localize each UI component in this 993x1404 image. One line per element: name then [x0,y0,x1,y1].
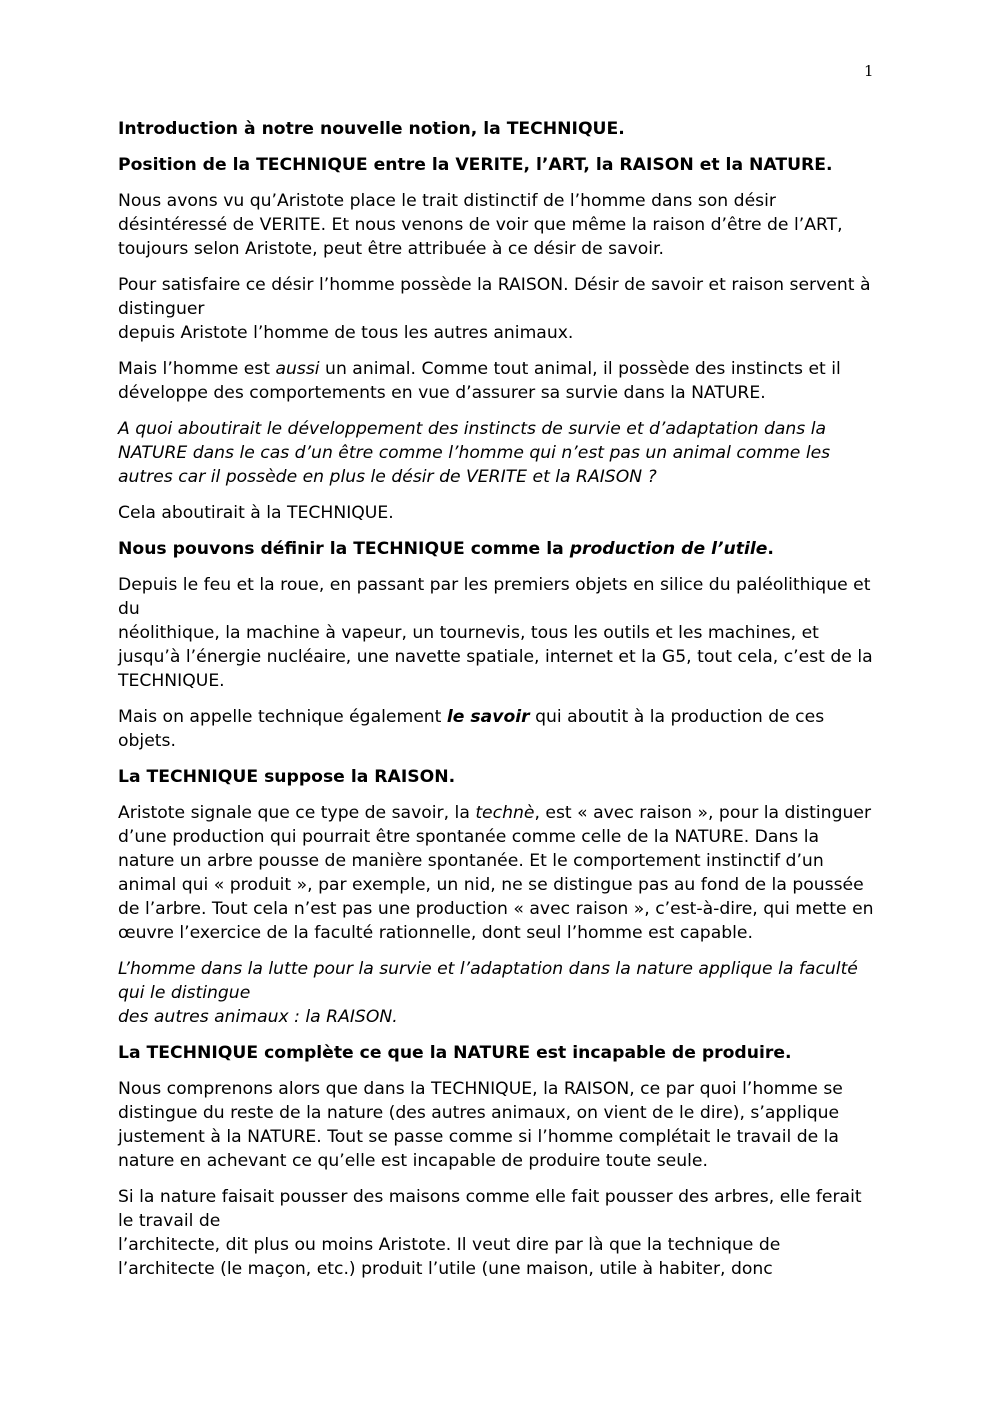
paragraph-savoir-end: qui aboutit à la production de ces objets. [118,707,825,751]
paragraph-question: A quoi aboutirait le développement des instincts de survie et d’adaptation dans la NATURE dans le cas d’un être comme l’homme qui n’est pas un animal comme les autres car il possède en plus le désir de VERITE et la RAISON ? [118,419,831,487]
paragraph-animal-end: un animal. Comme tout animal, il possède des instincts et il développe des comportements en vue d’assurer sa survie dans la NATURE. [118,359,841,403]
paragraph-examples-line-1: Depuis le feu et la roue, en passant par les premiers objets en silice du paléolithique et du [118,575,871,619]
paragraph-techne [118,801,878,945]
paragraph-raison-line-2: depuis Aristote l’homme de tous les autres animaux. [118,323,574,343]
paragraph-savoir-start: Mais on appelle technique également [118,707,447,727]
paragraph-raison-line-1: Pour satisfaire ce désir l’homme possède la RAISON. Désir de savoir et raison servent à distinguer [118,275,871,319]
paragraph-architecte-line-1: Si la nature faisait pousser des maisons comme elle fait pousser des arbres, elle ferait le travail de [118,1187,862,1231]
paragraph-raison [118,273,878,345]
definition-start: Nous pouvons définir la TECHNIQUE comme la [118,539,570,559]
document-body [118,117,878,1293]
paragraph-conclusion: Cela aboutirait à la TECHNIQUE. [118,503,394,523]
emphasis-techne: technè [475,803,535,823]
paragraph-examples [118,573,878,693]
paragraph-lutte-line-1: L’homme dans la lutte pour la survie et l’adaptation dans la nature applique la faculté qui le distingue [118,959,858,1003]
paragraph-techne-start: Aristote signale que ce type de savoir, la [118,803,476,823]
paragraph-complete: Nous comprenons alors que dans la TECHNIQUE, la RAISON, ce par quoi l’homme se distingue du reste de la nature (des autres animaux, on vient de le dire), s’applique justement à la NATURE. Tout se passe comme si l’homme complétait le travail de la nature en achevant ce qu’elle est incapable de produire toute seule. [118,1079,843,1171]
definition-emphasis: production de l’utile [569,539,768,559]
heading-introduction: Introduction à notre nouvelle notion, la TECHNIQUE. [118,119,625,139]
heading-suppose-raison: La TECHNIQUE suppose la RAISON. [118,767,456,787]
paragraph-architecte-line-2: l’architecte, dit plus ou moins Aristote. Il veut dire par là que la technique de l’architecte (le maçon, etc.) produit l’utile (une maison, utile à habiter, donc [118,1235,781,1279]
paragraph-lutte [118,957,878,1029]
heading-definition [118,537,878,561]
paragraph-examples-line-2: néolithique, la machine à vapeur, un tournevis, tous les outils et les machines, et jusqu’à l’énergie nucléaire, une navette spatiale, internet et la G5, tout cela, c’est de la TECHNIQUE. [118,623,873,691]
page-number: 1 [864,62,874,80]
paragraph-animal-start: Mais l’homme est [118,359,276,379]
paragraph-architecte [118,1185,878,1281]
paragraph-techne-end: , est « avec raison », pour la distinguer d’une production qui pourrait être spontanée comme celle de la NATURE. Dans la nature un arbre pousse de manière spontanée. Et le comportement instinctif d’un animal qui « produit », par exemple, un nid, ne se distingue pas au fond de la poussée de l’arbre. Tout cela n’est pas une production « avec raison », c’est-à-dire, qui mette en œuvre l’exercice de la faculté rationnelle, dont seul l’homme est capable. [118,803,874,943]
paragraph-savoir [118,705,878,753]
definition-end: . [767,539,774,559]
emphasis-aussi: aussi [275,359,320,379]
paragraph-lutte-line-2: des autres animaux : la RAISON. [118,1007,398,1027]
paragraph-animal [118,357,878,405]
heading-complete-nature: La TECHNIQUE complète ce que la NATURE est incapable de produire. [118,1043,792,1063]
emphasis-le-savoir: le savoir [446,707,530,727]
paragraph-verite: Nous avons vu qu’Aristote place le trait distinctif de l’homme dans son désir désintéressé de VERITE. Et nous venons de voir que même la raison d’être de l’ART, toujours selon Aristote, peut être attribuée à ce désir de savoir. [118,191,843,259]
heading-position: Position de la TECHNIQUE entre la VERITE, l’ART, la RAISON et la NATURE. [118,155,833,175]
